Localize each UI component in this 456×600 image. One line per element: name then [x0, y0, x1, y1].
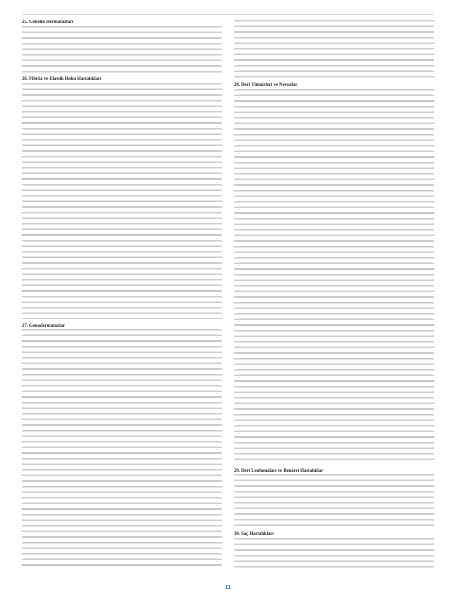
right-column: [234, 20, 434, 576]
page-number: 11: [225, 585, 231, 591]
section-27-heading: 27. Genodermatozlar: [22, 323, 66, 329]
unreadable-text-placeholder: [234, 538, 434, 570]
section-26-heading: 26. Fibröz ve Elastik Doku Hastalıkları: [22, 77, 102, 83]
section-26: [22, 77, 222, 322]
section-27: [22, 324, 222, 572]
unreadable-text-placeholder: [234, 89, 434, 463]
section-27-continued: [234, 20, 434, 82]
unreadable-text-placeholder: [22, 26, 222, 74]
section-25-heading: 25. Gebelik Dermatozları: [22, 20, 74, 25]
section-25: [22, 20, 222, 76]
index-columns: [22, 20, 434, 576]
section-28: [234, 83, 434, 467]
left-column: [22, 20, 222, 576]
unreadable-text-placeholder: [234, 20, 434, 80]
unreadable-text-placeholder: [22, 329, 222, 567]
header-rule: [22, 14, 434, 15]
section-30-heading: 30. Saç Hastalıkları: [234, 532, 274, 538]
unreadable-text-placeholder: [22, 83, 222, 319]
section-29: [234, 469, 434, 531]
section-28-heading: 28. Deri Tümörleri ve Nevuslar: [234, 83, 298, 89]
section-30: [234, 532, 434, 572]
unreadable-text-placeholder: [234, 474, 434, 528]
section-29-heading: 29. Deri Lenfomaları ve Benzeri Hastalıklar: [234, 468, 324, 474]
